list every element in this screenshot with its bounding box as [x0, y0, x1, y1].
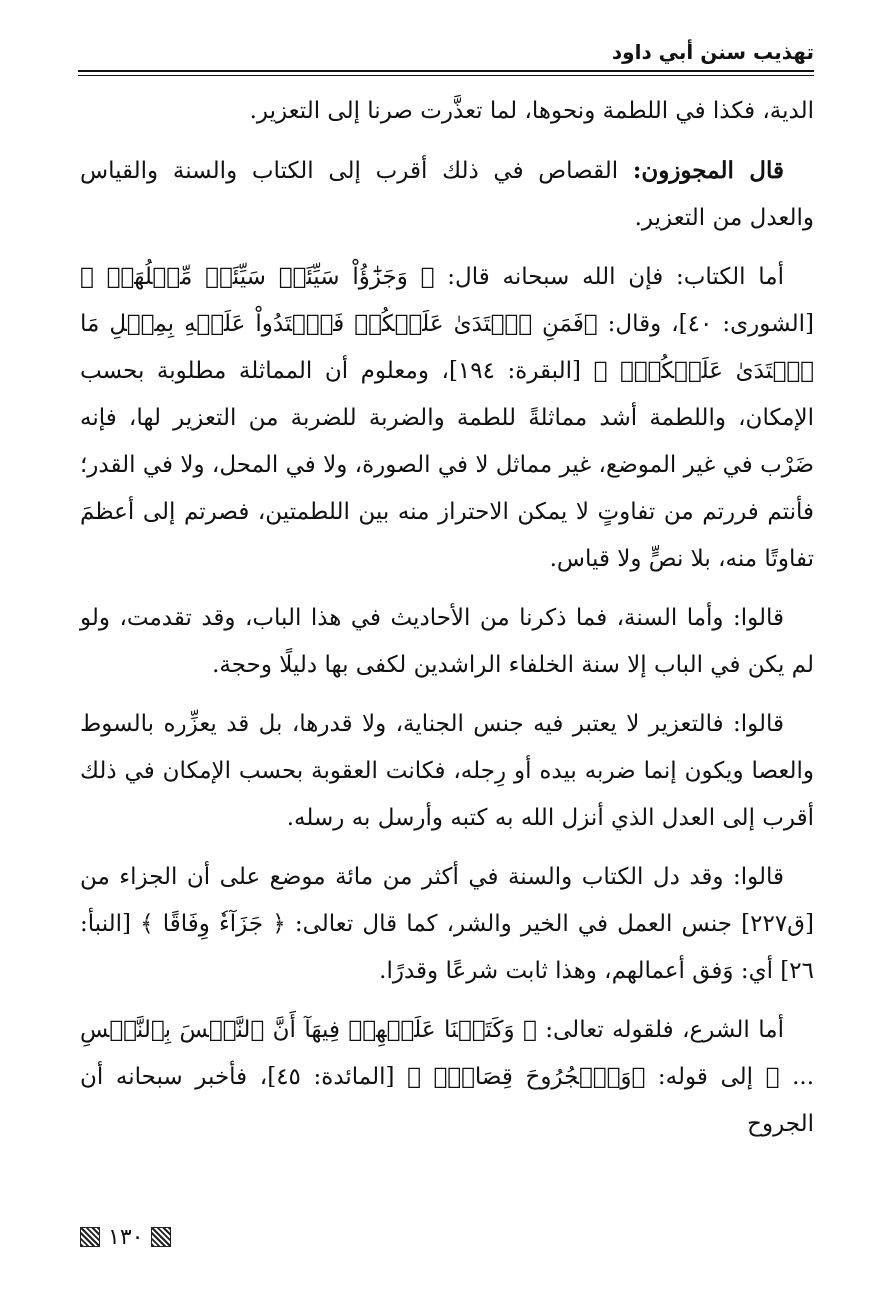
- paragraph-1: الدية، فكذا في اللطمة ونحوها، لما تعذَّرت صرنا إلى التعزير.: [249, 98, 814, 124]
- paragraph-2: [80, 147, 814, 242]
- paragraph-4: قالوا: وأما السنة، فما ذكرنا من الأحاديث في هذا الباب، وقد تقدمت، ولو لم يكن في الباب إلا سنة الخلفاء الراشدين لكفى بها دليلًا وحجة.: [80, 605, 814, 678]
- paragraph-5: قالوا: فالتعزير لا يعتبر فيه جنس الجناية، ولا قدرها، بل قد يعزِّره بالسوط والعصا ويكون إنما ضربه بيده أو رِجله، فكانت العقوبة بحسب الإمكان في ذلك أقرب إلى العدل الذي أنزل الله به كتبه وأرسل به رسله.: [80, 711, 814, 831]
- running-header: [78, 40, 814, 70]
- header-rule-thick: [78, 70, 814, 72]
- header-rule-thin: [78, 75, 814, 76]
- paragraph-lead: قال المجوزون:: [632, 157, 784, 184]
- page-body: [80, 88, 814, 1160]
- page-footer: [80, 1222, 171, 1252]
- ornament-square-icon: [80, 1227, 100, 1247]
- book-title: تهذيب سنن أبي داود: [611, 40, 814, 64]
- ornament-square-icon: [151, 1227, 171, 1247]
- paragraph-3: أما الكتاب: فإن الله سبحانه قال: ﴿ وَجَزَٰٓؤُاْ سَيِّئَةٖ سَيِّئَةٞ مِّثۡلُهَاۖ ﴾ [الشورى: ٤٠]، وقال: ﴿فَمَنِ ٱعۡتَدَىٰ عَلَيۡكُمۡ فَٱعۡتَدُواْ عَلَيۡهِ بِمِثۡلِ مَا ٱعۡتَدَىٰ عَلَيۡكُمۡۚ ﴾ [البقرة: ١٩٤]، ومعلوم أن المماثلة مطلوبة بحسب الإمكان، واللطمة أشد مماثلةً للطمة والضربة للضربة من التعزير لها، فإنه ضَرْب في غير الموضع، غير مماثل لا في الصورة، ولا في المحل، ولا في القدر؛ فأنتم فررتم من تفاوتٍ لا يمكن الاحتراز منه بين اللطمتين، فصرتم إلى أعظمَ تفاوتًا منه، بلا نصٍّ ولا قياس.: [80, 264, 814, 572]
- paragraph-6: قالوا: وقد دل الكتاب والسنة في أكثر من مائة موضع على أن الجزاء من [ق٢٢٧] جنس العمل في الخير والشر، كما قال تعالى: ﴿ جَزَآءٗ وِفَاقًا ﴾ [النبأ: ٢٦] أي: وَفق أعمالهم، وهذا ثابت شرعًا وقدرًا.: [80, 864, 814, 984]
- paragraph-text: القصاص في ذلك أقرب إلى الكتاب والسنة والقياس والعدل من التعزير.: [80, 158, 814, 231]
- page-number: ١٣٠: [108, 1224, 144, 1250]
- paragraph-7: أما الشرع، فلقوله تعالى: ﴿ وَكَتَبۡنَا عَلَيۡهِمۡ فِيهَآ أَنَّ ٱلنَّفۡسَ بِٱلنَّفۡسِ ... ﴾ إلى قوله: ﴿وَٱلۡجُرُوحَ قِصَاصٞۚ ﴾ [المائدة: ٤٥]، فأخبر سبحانه أن الجروح: [80, 1017, 815, 1137]
